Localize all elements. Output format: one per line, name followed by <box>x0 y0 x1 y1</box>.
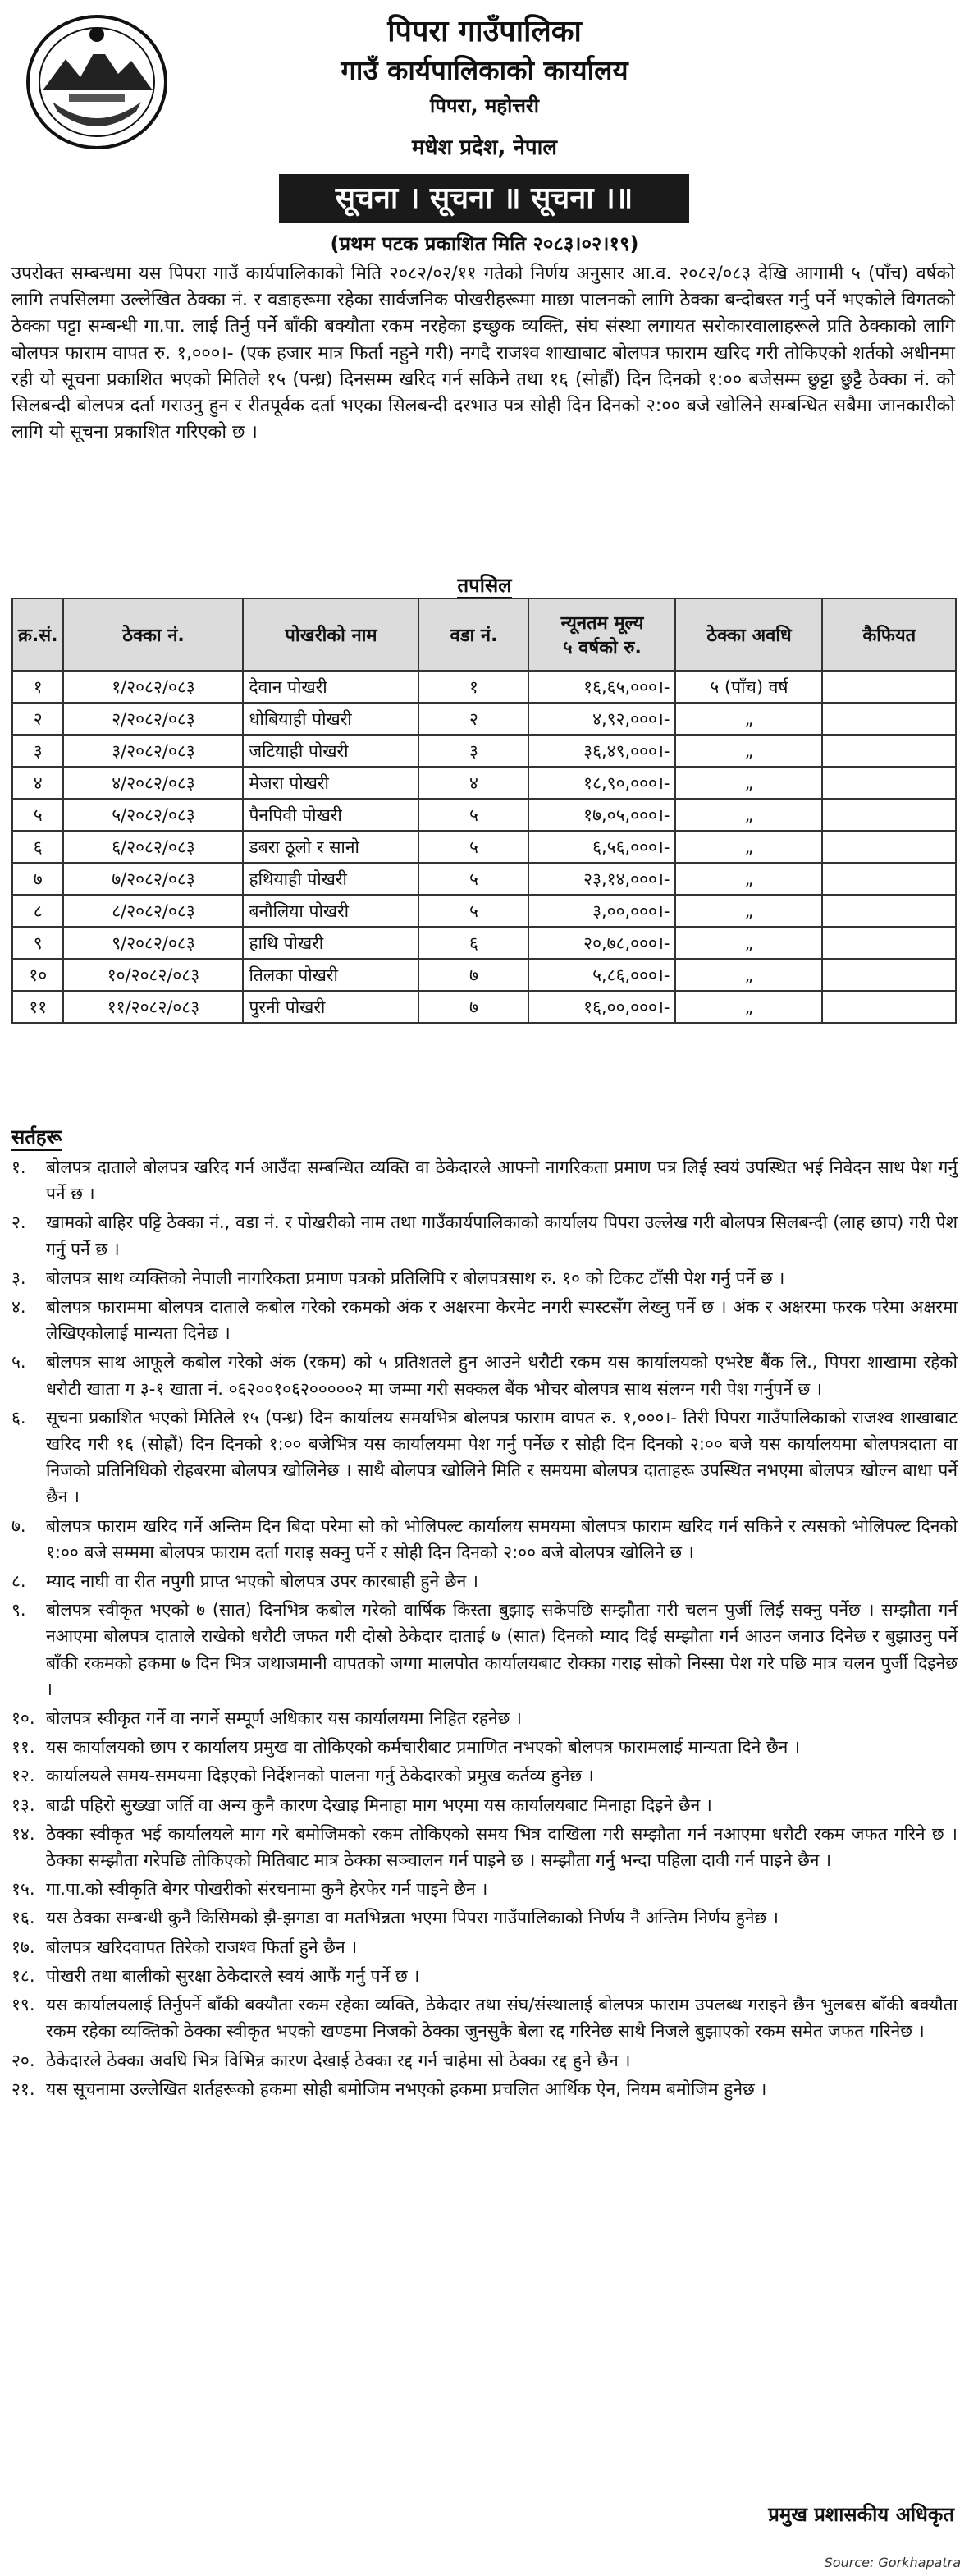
col-min-value-line2: ५ वर्षको रु. <box>563 638 642 658</box>
cell-duration: „ <box>675 959 822 991</box>
condition-number: ११. <box>11 1737 35 1758</box>
cell-remarks <box>822 671 956 703</box>
condition-number: ८. <box>11 1571 26 1592</box>
condition-item <box>0 1349 969 1401</box>
municipality-name: पिपरा गाउँपालिका <box>387 15 582 48</box>
condition-text: यस कार्यालयलाई तिर्नुपर्ने बाँकी बक्यौता रकम रहेका व्यक्ति, ठेकेदार तथा संघ/संस्थालाई बोलपत्र फाराम उपलब्ध गराइने छैन भुलबस बाँकी बक्यौता रकम रहेका व्यक्तिको ठेक्का स्वीकृत भएको खण्डमा निजको ठेक्का जुनसुकै बेला रद्द गरिनेछ साथै निजले बुझाएको रकम समेत जफत गरिनेछ । <box>46 1995 958 2042</box>
condition-text: ठेक्का स्वीकृत भई कार्यालयले माग गरे बमोजिमको रकम तोकिएको समय भित्र दाखिला गरी सम्झौता गर्न नआएमा धरौटी रकम जफत गरिने छ । ठेक्का सम्झौता गरेपछि तोकिएको मितिबाट मात्र ठेक्का सञ्चालन गर्न पाइने छ । सम्झौता गर्नु भन्दा पहिला दावी गर्न पाइने छैन । <box>46 1823 958 1871</box>
cell-pond-name: मेजरा पोखरी <box>243 767 418 799</box>
condition-text: बोलपत्र दाताले बोलपत्र खरिद गर्न आउँदा सम्बन्धित व्यक्ति वा ठेकेदारले आफ्नो नागरिकता प्रमाण पत्र लिई स्वयं उपस्थित भई निवेदन साथ पेश गर्नु पर्ने छ । <box>46 1157 958 1204</box>
condition-number: १४. <box>11 1823 35 1844</box>
cell-pond-name: जटियाही पोखरी <box>243 735 418 767</box>
cell-pond-name: पुरनी पोखरी <box>243 991 418 1023</box>
cell-min-value: ३६,४९,०००।- <box>528 735 675 767</box>
cell-sn: ४ <box>12 767 63 799</box>
condition-text: पोखरी तथा बालीको सुरक्षा ठेकेदारले स्वयं आफैं गर्नु पर्ने छ । <box>46 1965 420 1986</box>
cell-ward: ५ <box>418 799 528 831</box>
condition-number: १८. <box>11 1965 35 1986</box>
cell-duration: „ <box>675 799 822 831</box>
cell-remarks <box>822 799 956 831</box>
cell-pond-name: तिलका पोखरी <box>243 959 418 991</box>
cell-pond-name: बनौलिया पोखरी <box>243 895 418 927</box>
cell-min-value: १७,०५,०००।- <box>528 799 675 831</box>
cell-min-value: ६,५६,०००।- <box>528 831 675 863</box>
condition-number: २. <box>11 1212 26 1233</box>
signatory-title: प्रमुख प्रशासकीय अधिकृत <box>768 2503 954 2526</box>
condition-number: १०. <box>11 1708 35 1729</box>
cell-min-value: ५,८६,०००।- <box>528 959 675 991</box>
table-row <box>12 895 956 927</box>
table-row <box>12 831 956 863</box>
cell-remarks <box>822 735 956 767</box>
table-row <box>12 959 956 991</box>
cell-contract-no: ८/२०८२/०८३ <box>63 895 243 927</box>
cell-contract-no: ४/२०८२/०८३ <box>63 767 243 799</box>
cell-remarks <box>822 895 956 927</box>
cell-ward: ५ <box>418 831 528 863</box>
conditions-list <box>0 1154 969 2105</box>
cell-min-value: ३,००,०००।- <box>528 895 675 927</box>
cell-ward: २ <box>418 703 528 735</box>
condition-item <box>0 1821 969 1873</box>
condition-item <box>0 1762 969 1789</box>
cell-duration: „ <box>675 831 822 863</box>
condition-item <box>0 1963 969 1989</box>
condition-number: १. <box>11 1157 26 1177</box>
cell-duration: „ <box>675 703 822 735</box>
table-row <box>12 863 956 895</box>
condition-text: यस ठेक्का सम्बन्धी कुनै किसिमको झै-झगडा वा मतभिन्नता भएमा पिपरा गाउँपालिकाको निर्णय नै अन्तिम निर्णय हुनेछ । <box>46 1908 779 1928</box>
col-sn: क्र.सं. <box>12 598 63 671</box>
table-row <box>12 767 956 799</box>
cell-duration: „ <box>675 895 822 927</box>
office-location: पिपरा, महोत्तरी <box>430 94 539 117</box>
cell-pond-name: हाथि पोखरी <box>243 927 418 959</box>
cell-sn: ५ <box>12 799 63 831</box>
cell-contract-no: ९/२०८२/०८३ <box>63 927 243 959</box>
condition-text: गा.पा.को स्वीकृति बेगर पोखरीको संरचनामा कुनै हेरफेर गर्न पाइने छैन । <box>46 1879 488 1900</box>
cell-pond-name: देवान पोखरी <box>243 671 418 703</box>
condition-number: १९. <box>11 1995 35 2015</box>
cell-ward: ५ <box>418 895 528 927</box>
table-row <box>12 703 956 735</box>
condition-item <box>0 1705 969 1731</box>
cell-remarks <box>822 959 956 991</box>
table-header-row <box>12 598 956 671</box>
condition-item <box>0 1904 969 1931</box>
cell-remarks <box>822 831 956 863</box>
condition-number: ६. <box>11 1407 26 1428</box>
cell-duration: „ <box>675 767 822 799</box>
cell-ward: ५ <box>418 863 528 895</box>
condition-text: सूचना प्रकाशित भएको मितिले १५ (पन्ध्र) दिन कार्यालय समयभित्र बोलपत्र फाराम वापत रु. १,०००।- तिरी पिपरा गाउँपालिकाको राजश्व शाखाबाट खरिद गरी १६ (सोह्रौं) दिन दिनको १:०० बजेभित्र यस कार्यालयमा पेश गर्नु पर्नेछ र सोही दिन दिनको २:०० बजे यस कार्यालयमा बोलपत्रदाता वा निजको प्रतिनिधिको रोहबरमा बोलपत्र खोलिनेछ । साथै बोलपत्र खोलिने मिति र समयमा बोलपत्र दाताहरू उपस्थित नभएमा बोलपत्र खोल्न बाधा पर्ने छैन । <box>46 1407 958 1507</box>
cell-ward: ७ <box>418 991 528 1023</box>
table-row <box>12 799 956 831</box>
cell-contract-no: ५/२०८२/०८३ <box>63 799 243 831</box>
col-pond-name: पोखरीको नाम <box>243 598 418 671</box>
cell-duration: „ <box>675 863 822 895</box>
col-ward: वडा नं. <box>418 598 528 671</box>
condition-number: ९. <box>11 1600 26 1620</box>
cell-sn: २ <box>12 703 63 735</box>
condition-number: ३. <box>11 1267 26 1288</box>
source-credit: Source: Gorkhapatra <box>824 2555 961 2570</box>
cell-remarks <box>822 927 956 959</box>
condition-item <box>0 1568 969 1594</box>
condition-number: ५. <box>11 1352 26 1373</box>
schedule-heading-text: तपसिल <box>457 574 512 597</box>
table-row <box>12 671 956 703</box>
condition-number: २१. <box>11 2079 35 2099</box>
cell-ward: १ <box>418 671 528 703</box>
cell-min-value: २०,७८,०००।- <box>528 927 675 959</box>
publication-date: (प्रथम पटक प्रकाशित मिति २०८३।०२।१९) <box>330 232 639 255</box>
cell-min-value: १६,००,०००।- <box>528 991 675 1023</box>
cell-sn: ७ <box>12 863 63 895</box>
condition-item <box>0 1934 969 1960</box>
condition-text: बोलपत्र फाराम खरिद गर्ने अन्तिम दिन बिदा परेमा सो को भोलिपल्ट कार्यालय समयमा बोलपत्र फाराम खरिद गर्न सकिने र त्यसको भोलिपल्ट दिनको १:०० बजे सम्ममा बोलपत्र फाराम दर्ता गराइ सक्नु पर्ने र सोही दिन दिनको २:०० बजे बोलपत्र खोलिने छ । <box>46 1515 958 1562</box>
condition-item <box>0 1154 969 1207</box>
cell-sn: ८ <box>12 895 63 927</box>
condition-item <box>0 1265 969 1291</box>
cell-duration: „ <box>675 991 822 1023</box>
condition-item <box>0 2047 969 2074</box>
cell-min-value: ४,९२,०००।- <box>528 703 675 735</box>
col-min-value <box>528 598 675 671</box>
cell-sn: ६ <box>12 831 63 863</box>
condition-item <box>0 1405 969 1510</box>
condition-text: ठेकेदारले ठेक्का अवधि भित्र विभिन्न कारण देखाई ठेक्का रद्द गर्न चाहेमा सो ठेक्का रद्द हुने छैन । <box>46 2050 631 2070</box>
condition-item <box>0 1876 969 1902</box>
table-body <box>12 671 956 1023</box>
cell-ward: ३ <box>418 735 528 767</box>
condition-item <box>0 1209 969 1262</box>
cell-duration: „ <box>675 735 822 767</box>
col-contract-no: ठेक्का नं. <box>63 598 243 671</box>
condition-text: बोलपत्र फाराममा बोलपत्र दाताले कबोल गरेको रकमको अंक र अक्षरमा केरमेट नगरी स्पस्टसँग लेख्नु पर्ने छ । अंक र अक्षरमा फरक परेमा अक्षरमा लेखिएकोलाई मान्यता दिनेछ । <box>46 1297 958 1344</box>
cell-min-value: १६,६५,०००।- <box>528 671 675 703</box>
cell-duration: ५ (पाँच) वर्ष <box>675 671 822 703</box>
condition-text: बोलपत्र साथ आफूले कबोल गरेको अंक (रकम) को ५ प्रतिशतले हुन आउने धरौटी रकम यस कार्यालयको एभरेष्ट बैंक लि., पिपरा शाखामा रहेको धरौटी खाता ग ३-१ खाता नं. ०६२००१०६२०००००२ मा जम्मा गरी सक्कल बैंक भौचर बोलपत्र साथ संलग्न गरी पेश गर्नुपर्ने छ । <box>46 1352 958 1399</box>
col-remarks: कैफियत <box>822 598 956 671</box>
condition-item <box>0 1734 969 1760</box>
col-duration: ठेक्का अवधि <box>675 598 822 671</box>
condition-text: बोलपत्र स्वीकृत भएको ७ (सात) दिनभित्र कबोल गरेको वार्षिक किस्ता बुझाइ सकेपछि सम्झौता गरी चलन पुर्जी लिई सक्नु पर्नेछ । सम्झौता गर्न नआएमा बोलपत्र दाताले राखेको धरौटी जफत गरी दोस्रो ठेकेदार दाताई ७ (सात) दिनको म्याद दिई सम्झौता गर्न आउन जनाउ दिनेछ र बुझाउनु पर्ने बाँकी रकमको हकमा ७ दिन भित्र जथाजमानी वापतको जग्गा मालपोत कार्यालयबाट रोक्का गराइ सोको निस्सा पेश गरे पछि मात्र चलन पुर्जी दिइनेछ । <box>46 1600 958 1699</box>
cell-contract-no: ३/२०८२/०८३ <box>63 735 243 767</box>
notice-banner: सूचना । सूचना ॥ सूचना ।॥ <box>279 174 689 223</box>
table-row <box>12 735 956 767</box>
conditions-heading: सर्तहरू <box>11 1125 62 1151</box>
table-row <box>12 927 956 959</box>
office-name: गाउँ कार्यपालिकाको कार्यालय <box>341 54 628 86</box>
condition-text: बोलपत्र साथ व्यक्तिको नेपाली नागरिकता प्रमाण पत्रको प्रतिलिपि र बोलपत्रसाथ रु. १० को टिकट टाँसी पेश गर्नु पर्ने छ । <box>46 1267 785 1288</box>
cell-ward: ६ <box>418 927 528 959</box>
cell-contract-no: १०/२०८२/०८३ <box>63 959 243 991</box>
table-row <box>12 991 956 1023</box>
cell-pond-name: डबरा ठूलो र सानो <box>243 831 418 863</box>
cell-ward: ७ <box>418 959 528 991</box>
condition-text: कार्यालयले समय-समयमा दिइएको निर्देशनको पालना गर्नु ठेकेदारको प्रमुख कर्तव्य हुनेछ । <box>46 1766 594 1786</box>
cell-sn: ९ <box>12 927 63 959</box>
cell-contract-no: ६/२०८२/०८३ <box>63 831 243 863</box>
contracts-table <box>11 598 957 1024</box>
cell-contract-no: १/२०८२/०८३ <box>63 671 243 703</box>
condition-item <box>0 1597 969 1703</box>
cell-remarks <box>822 703 956 735</box>
condition-item <box>0 1992 969 2044</box>
condition-number: १३. <box>11 1794 35 1815</box>
cell-min-value: १८,९०,०००।- <box>528 767 675 799</box>
condition-text: यस कार्यालयको छाप र कार्यालय प्रमुख वा तोकिएको कर्मचारीबाट प्रमाणित नभएको बोलपत्र फारामलाई मान्यता दिने छैन । <box>46 1737 800 1758</box>
cell-remarks <box>822 991 956 1023</box>
condition-text: बोलपत्र खरिदवापत तिरेको राजश्व फिर्ता हुने छैन । <box>46 1937 358 1957</box>
cell-sn: १० <box>12 959 63 991</box>
cell-pond-name: हथियाही पोखरी <box>243 863 418 895</box>
cell-contract-no: २/२०८२/०८३ <box>63 703 243 735</box>
col-min-value-line1: न्यूनतम मूल्य <box>560 613 644 634</box>
condition-text: म्याद नाघी वा रीत नपुगी प्राप्त भएको बोलपत्र उपर कारबाही हुने छैन । <box>46 1571 478 1592</box>
condition-item <box>0 1513 969 1565</box>
province-country: मधेश प्रदेश, नेपाल <box>411 135 558 160</box>
condition-number: ७. <box>11 1515 26 1536</box>
condition-item <box>0 1792 969 1818</box>
cell-pond-name: पैनपिवी पोखरी <box>243 799 418 831</box>
condition-number: १२. <box>11 1766 35 1786</box>
condition-text: बोलपत्र स्वीकृत गर्ने वा नगर्ने सम्पूर्ण अधिकार यस कार्यालयमा निहित रहनेछ । <box>46 1708 522 1729</box>
condition-number: १५. <box>11 1879 35 1900</box>
condition-number: ४. <box>11 1297 26 1318</box>
cell-pond-name: धोबियाही पोखरी <box>243 703 418 735</box>
condition-text: यस सूचनामा उल्लेखित शर्तहरूको हकमा सोही बमोजिम नभएको हकमा प्रचलित आर्थिक ऐन, नियम बमोजिम हुनेछ । <box>46 2079 767 2099</box>
condition-text: बाढी पहिरो सुख्खा जर्ति वा अन्य कुनै कारण देखाइ मिनाहा माग भएमा यस कार्यालयबाट मिनाहा दिइने छैन । <box>46 1794 712 1815</box>
cell-contract-no: ७/२०८२/०८३ <box>63 863 243 895</box>
condition-item <box>0 2076 969 2102</box>
cell-sn: ३ <box>12 735 63 767</box>
cell-remarks <box>822 863 956 895</box>
cell-contract-no: ११/२०८२/०८३ <box>63 991 243 1023</box>
condition-item <box>0 1294 969 1346</box>
cell-min-value: २३,१४,०००।- <box>528 863 675 895</box>
cell-duration: „ <box>675 927 822 959</box>
cell-sn: १ <box>12 671 63 703</box>
condition-number: १७. <box>11 1937 35 1957</box>
intro-paragraph: उपरोक्त सम्बन्धमा यस पिपरा गाउँ कार्यपालिकाको मिति २०८२/०२/११ गतेको निर्णय अनुसार आ.व. २०८२/०८३ देखि आगामी ५ (पाँच) वर्षको लागि तपसिलमा उल्लेखित ठेक्का नं. र वडाहरूमा रहेका सार्वजनिक पोखरीहरूमा माछा पालनको लागि ठेक्का बन्दोबस्त गर्नु पर्ने भएकोले विगतको ठेक्का पट्टा सम्बन्धी गा.पा. लाई तिर्नु पर्ने बाँकी बक्यौता रकम नरहेका इच्छुक व्यक्ति, संघ संस्था लगायत सरोकारवालाहरूले प्रति ठेक्काको लागि बोलपत्र फाराम वापत रु. १,०००।- (एक हजार मात्र फिर्ता नहुने गरी) नगदै राजश्व शाखाबाट बोलपत्र फाराम खरिद गरी तोकिएको शर्तको अधीनमा रही यो सूचना प्रकाशित भएको मितिले १५ (पन्ध्र) दिनसम्म खरिद गर्न सकिने तथा १६ (सोह्रौं) दिन दिनको १:०० बजेसम्म छुट्टा छुट्टै ठेक्का नं. को सिलबन्दी बोलपत्र दर्ता गराउनु हुन र रीतपूर्वक दर्ता भएका सिलबन्दी दरभाउ पत्र सोही दिन दिनको २:०० बजे खोलिने सम्बन्धित सबैमा जानकारीको लागि यो सूचना प्रकाशित गरिएको छ । <box>11 264 955 443</box>
cell-remarks <box>822 767 956 799</box>
cell-ward: ४ <box>418 767 528 799</box>
condition-number: १६. <box>11 1908 35 1928</box>
schedule-heading <box>0 571 969 598</box>
condition-text: खामको बाहिर पट्टि ठेक्का नं., वडा नं. र पोखरीको नाम तथा गाउँकार्यपालिकाको कार्यालय पिपरा उल्लेख गरी बोलपत्र सिलबन्दी (लाह छाप) गरी पेश गर्नु पर्ने छ । <box>46 1212 958 1259</box>
cell-sn: ११ <box>12 991 63 1023</box>
condition-number: २०. <box>11 2050 35 2070</box>
